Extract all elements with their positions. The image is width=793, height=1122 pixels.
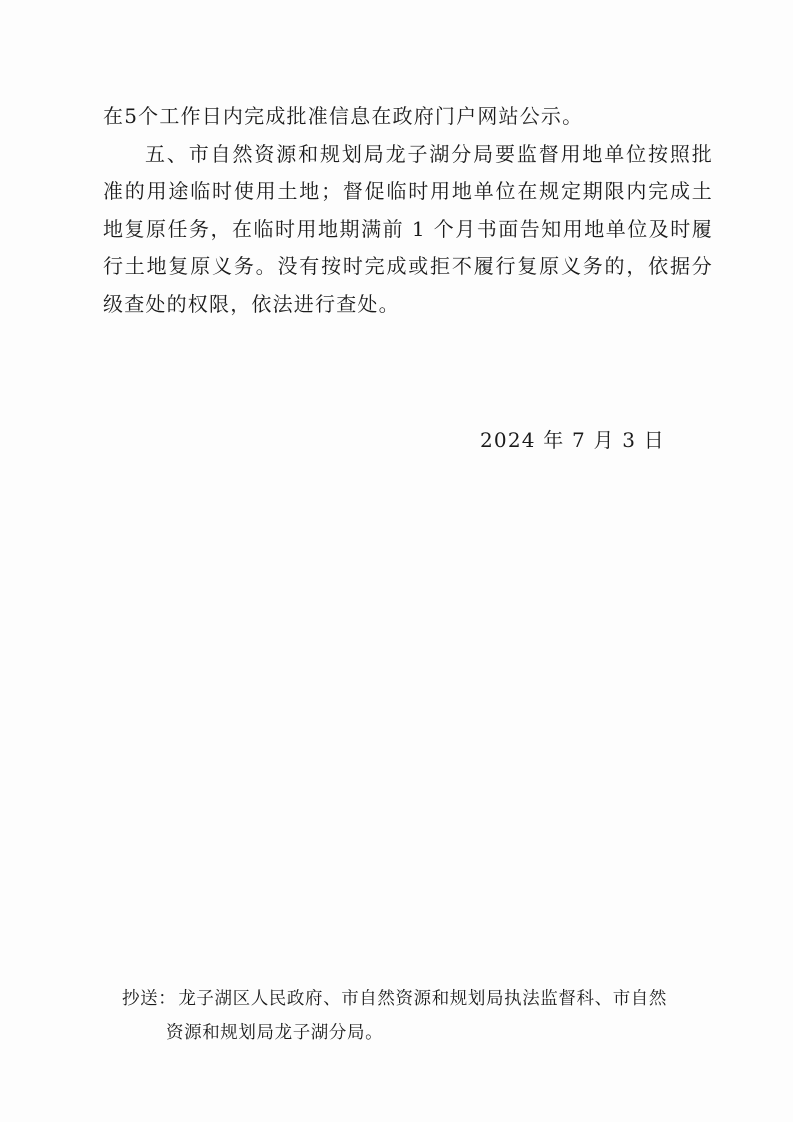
cc-label: 抄送： [122, 989, 177, 1009]
cc-recipients-line1: 龙子湖区人民政府、市自然资源和规划局执法监督科、市自然 [178, 989, 668, 1009]
cc-first-row [122, 982, 702, 1016]
paragraph-item-five: 五、市自然资源和规划局龙子湖分局要监督用地单位按照批准的用途临时使用土地；督促临时用地单位在规定期限内完成土地复原任务，在临时用地期满前 1 个月书面告知用地单位及时履行土地复原义务。没有按时完成或拒不履行复原义务的，依据分级查处的权限，依法进行查处。 [103, 141, 713, 316]
issue-date: 2024 年 7 月 3 日 [480, 428, 665, 452]
document-body [103, 98, 713, 323]
paragraph-continuation: 在5个工作日内完成批准信息在政府门户网站公示。 [103, 104, 584, 128]
cc-recipients-line2: 资源和规划局龙子湖分局。 [166, 1023, 384, 1043]
cc-section [122, 982, 702, 1050]
